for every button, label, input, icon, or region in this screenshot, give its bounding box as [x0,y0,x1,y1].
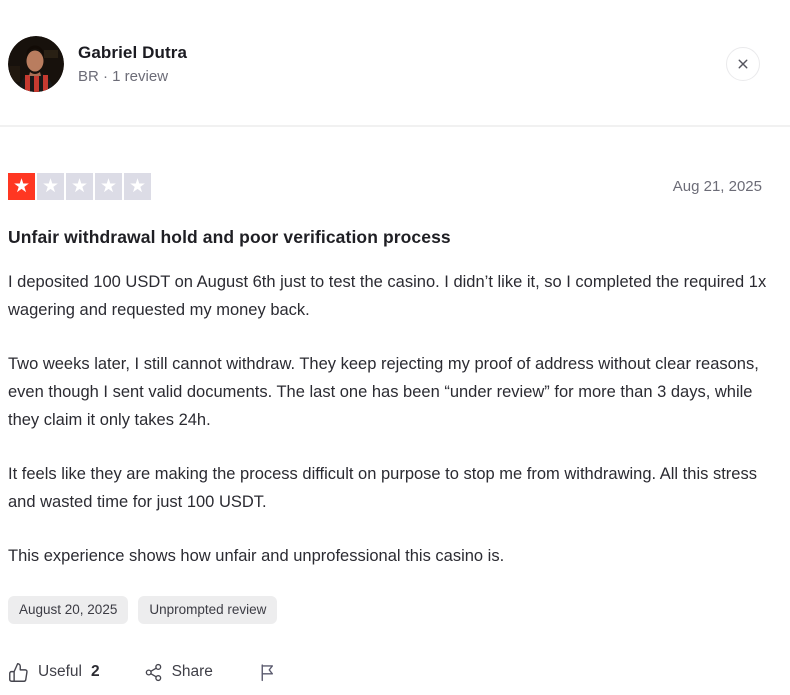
star-rating [8,173,151,200]
star-empty: ★ [37,173,64,200]
review-paragraph: I deposited 100 USDT on August 6th just to test the casino. I didn’t like it, so I completed the required 1x wagering and requested my money back. [8,273,767,319]
close-button[interactable] [726,47,760,81]
rating-row [8,173,782,200]
report-flag-button[interactable] [257,662,278,683]
avatar-photo [8,36,64,92]
close-icon [734,55,752,73]
header-divider [0,125,790,127]
review-body [8,268,782,570]
star-empty: ★ [66,173,93,200]
avatar[interactable] [8,36,64,92]
review-paragraph: Two weeks later, I still cannot withdraw. They keep rejecting my proof of address without clear reasons, even though I sent valid documents. The last one has been “under review” for more than 3 days, while they claim it only takes 24h. [8,355,759,429]
review-content [0,173,790,683]
review-paragraph: It feels like they are making the process difficult on purpose to stop me from withdrawing. All this stress and wasted time for just 100 USDT. [8,465,757,511]
review-header [0,0,790,92]
reviewer-meta: BR · 1 review [78,68,169,85]
review-tags [8,596,782,624]
review-title: Unfair withdrawal hold and poor verification process [8,227,451,247]
share-button[interactable] [144,663,213,682]
useful-count: 2 [90,663,100,680]
reviewer-name[interactable]: Gabriel Dutra [78,43,187,62]
review-actions [8,662,782,683]
thumbs-up-icon [8,662,29,683]
review-date: Aug 21, 2025 [672,178,762,195]
review-paragraph: This experience shows how unfair and unprofessional this casino is. [8,547,505,565]
share-label: Share [171,663,213,680]
flag-icon [257,662,278,683]
reviewer-identity [78,43,726,85]
review-tag: Unprompted review [138,596,277,624]
useful-label: Useful [38,663,82,680]
star-empty: ★ [95,173,122,200]
share-icon [144,663,163,682]
review-tag: August 20, 2025 [8,596,128,624]
star-filled: ★ [8,173,35,200]
useful-button[interactable] [8,662,100,683]
star-empty: ★ [124,173,151,200]
